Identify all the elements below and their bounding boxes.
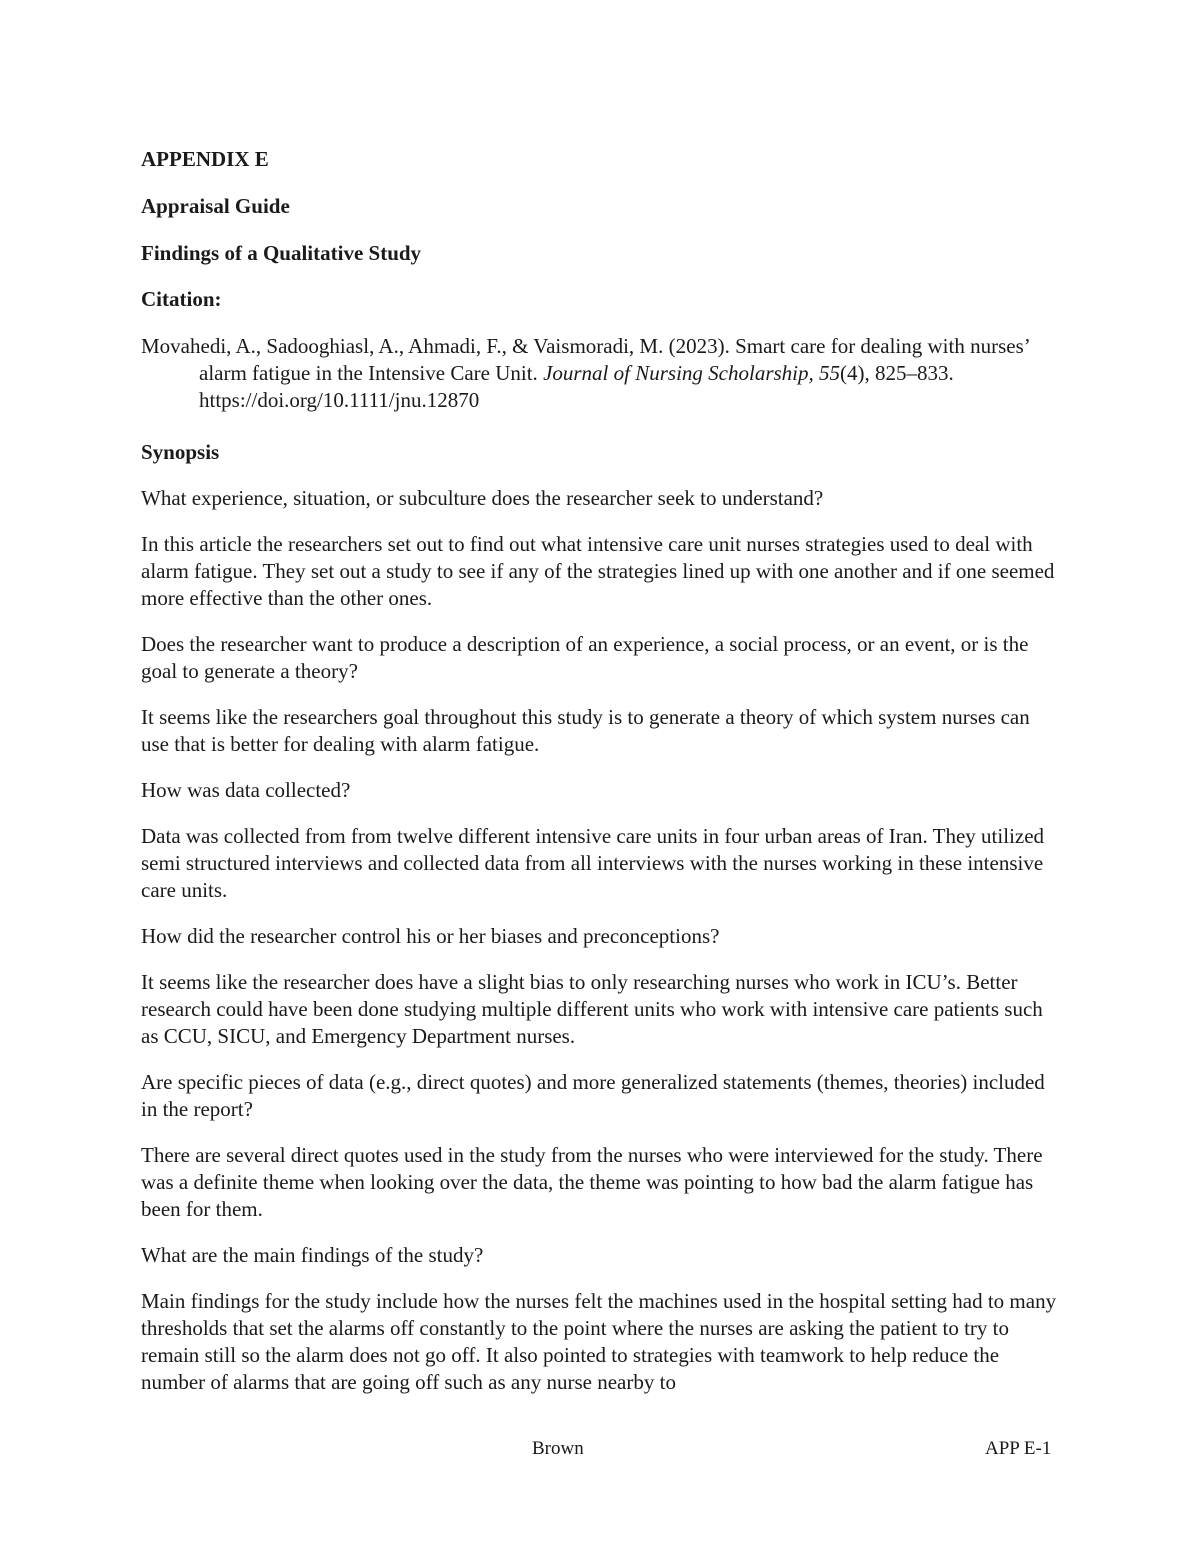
footer-page-number: APP E-1 [985,1438,1052,1459]
document-page [141,140,1061,1396]
citation-reference [141,333,1061,414]
synopsis-qa-list [141,485,1061,1396]
appendix-title: APPENDIX E [141,147,269,171]
answer-text: Data was collected from from twelve different intensive care units in four urban areas of Iran. They utilized semi structured interviews and collected data from all interviews with the nurses working in these intensive care units. [141,824,1045,902]
citation-authors-title: Movahedi, A., Sadooghiasl, A., Ahmadi, F., & Vaismoradi, M. (2023). Smart care for dealing with nurses’ alarm fatigue in the Intensive Care Unit. [141,334,1030,385]
question-text: How was data collected? [141,778,351,802]
answer-text: It seems like the researchers goal throughout this study is to generate a theory of which system nurses can use that is better for dealing with alarm fatigue. [141,705,1030,756]
answer-text: It seems like the researcher does have a slight bias to only researching nurses who work in ICU’s. Better research could have been done studying multiple different units who work with intensive care patients such as CCU, SICU, and Emergency Department nurses. [141,970,1043,1048]
question-text: How did the researcher control his or her biases and preconceptions? [141,924,720,948]
question-text: Are specific pieces of data (e.g., direct quotes) and more generalized statements (themes, theories) included in the report? [141,1070,1045,1121]
question-text: Does the researcher want to produce a description of an experience, a social process, or an event, or is the goal to generate a theory? [141,632,1029,683]
question-text: What experience, situation, or subculture does the researcher seek to understand? [141,486,824,510]
synopsis-label: Synopsis [141,440,220,464]
answer-text: In this article the researchers set out to find out what intensive care unit nurses strategies used to deal with alarm fatigue. They set out a study to see if any of the strategies lined up with one another and if one seemed more effective than the other ones. [141,532,1055,610]
citation-label: Citation: [141,287,222,311]
question-text: What are the main findings of the study? [141,1243,484,1267]
document-subtitle: Findings of a Qualitative Study [141,241,422,265]
citation-journal: Journal of Nursing Scholarship [543,361,809,385]
answer-text: Main findings for the study include how the nurses felt the machines used in the hospital setting had to many thresholds that set the alarms off constantly to the point where the nurses are asking the patient to try to remain still so the alarm does not go off. It also pointed to strategies with teamwork to help reduce the number of alarms that are going off such as any nurse nearby to [141,1289,1057,1394]
footer-author: Brown [532,1438,584,1459]
citation-volume: 55 [819,361,840,385]
citation-comma: , [808,361,819,385]
answer-text: There are several direct quotes used in the study from the nurses who were interviewed for the study. There was a definite theme when looking over the data, the theme was pointing to how bad the alarm fatigue has been for them. [141,1143,1043,1221]
citation-issue-pages-doi: (4), 825–833. https://doi.org/10.1111/jnu.12870 [199,361,954,412]
guide-title: Appraisal Guide [141,194,290,218]
